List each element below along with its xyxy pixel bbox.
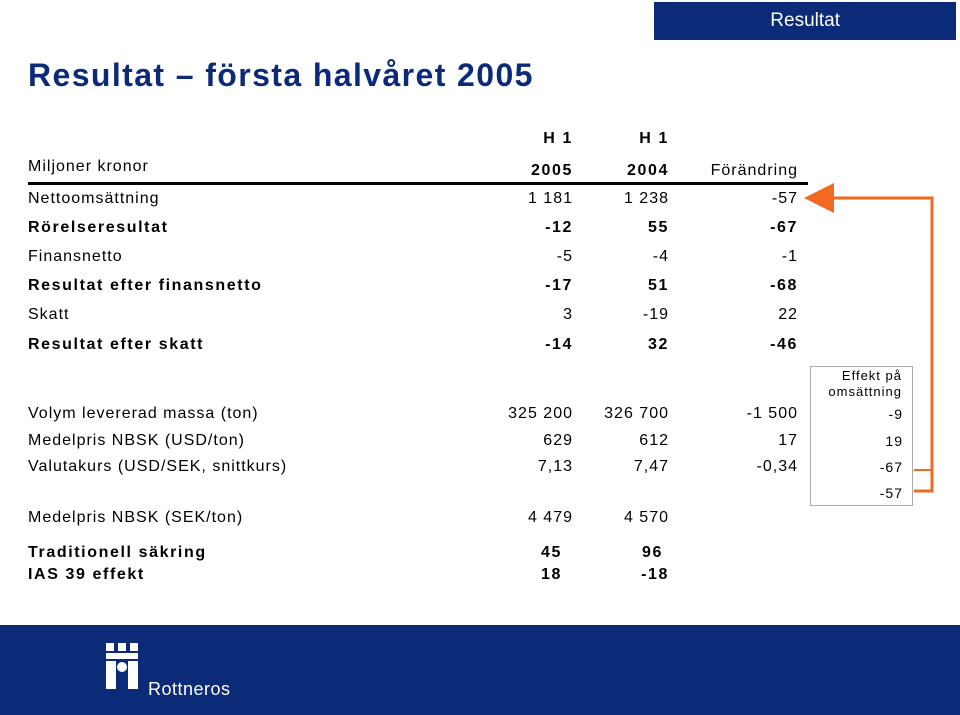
row-value-2004: -19: [642, 306, 669, 323]
row-value-2004: 1 238: [623, 190, 669, 207]
row-effect: -67: [879, 459, 903, 475]
row-label: Resultat efter skatt: [28, 336, 205, 353]
row-value-change: -46: [770, 336, 798, 353]
row-value-2005: 45: [541, 544, 562, 561]
row-value-2005: -14: [545, 336, 573, 353]
row-label: Volym levererad massa (ton): [28, 405, 259, 422]
row-value-2005: -12: [545, 219, 573, 236]
row-effect: 19: [885, 433, 903, 449]
row-value-2005: 629: [543, 432, 573, 449]
row-label: Nettoomsättning: [28, 190, 160, 207]
row-value-2004: 612: [639, 432, 669, 449]
row-value-2005: -17: [545, 277, 573, 294]
row-value-change: -1: [781, 248, 798, 265]
row-label: Skatt: [28, 306, 70, 323]
row-value-2004: 4 570: [623, 509, 669, 526]
col-change-header: Förändring: [710, 162, 798, 179]
row-label: Valutakurs (USD/SEK, snittkurs): [28, 458, 288, 475]
effect-header-line1: Effekt på: [841, 368, 902, 383]
row-value-2004: 326 700: [604, 405, 669, 422]
row-label: Medelpris NBSK (USD/ton): [28, 432, 245, 449]
col-h1-2004: H 1: [639, 130, 669, 147]
row-value-change: -67: [770, 219, 798, 236]
row-value-change: -0,34: [756, 458, 798, 475]
row-value-2005: 7,13: [537, 458, 573, 475]
row-label: Finansnetto: [28, 248, 123, 265]
col-h1-2005: H 1: [543, 130, 573, 147]
row-label: Resultat efter finansnetto: [28, 277, 263, 294]
row-value-2004: 51: [648, 277, 669, 294]
row-value-2004: 55: [648, 219, 669, 236]
page-title: Resultat – första halvåret 2005: [28, 57, 534, 93]
section-tag: Resultat: [654, 2, 956, 40]
row-value-change: -68: [770, 277, 798, 294]
col-year-2005: 2005: [531, 162, 573, 179]
row-value-change: -57: [771, 190, 798, 207]
row-value-change: 17: [778, 432, 798, 449]
col-label-header: Miljoner kronor: [28, 158, 149, 175]
row-value-2004: 7,47: [633, 458, 669, 475]
row-value-2004: -4: [652, 248, 669, 265]
row-value-2005: -5: [556, 248, 573, 265]
row-value-change: -1 500: [746, 405, 798, 422]
row-value-2004: 96: [642, 544, 663, 561]
effect-total: -57: [879, 485, 903, 501]
row-value-change: 22: [778, 306, 798, 323]
row-label: Rörelseresultat: [28, 219, 169, 236]
row-effect: -9: [888, 406, 903, 422]
effect-header-line2: omsättning: [828, 384, 902, 399]
row-label: IAS 39 effekt: [28, 566, 145, 583]
row-value-2005: 1 181: [527, 190, 573, 207]
row-value-2005: 325 200: [508, 405, 573, 422]
row-value-2004: -18: [641, 566, 669, 583]
row-value-2005: 18: [541, 566, 562, 583]
rottneros-logo-icon: [104, 641, 148, 693]
row-value-2005: 4 479: [527, 509, 573, 526]
row-label: Medelpris NBSK (SEK/ton): [28, 509, 244, 526]
row-label: Traditionell säkring: [28, 544, 207, 561]
row-value-2004: 32: [648, 336, 669, 353]
logo-text: Rottneros: [148, 679, 231, 699]
footer-bar: [0, 625, 960, 715]
row-value-2005: 3: [563, 306, 573, 323]
col-year-2004: 2004: [627, 162, 669, 179]
arrow-to-revenue: [810, 198, 932, 491]
